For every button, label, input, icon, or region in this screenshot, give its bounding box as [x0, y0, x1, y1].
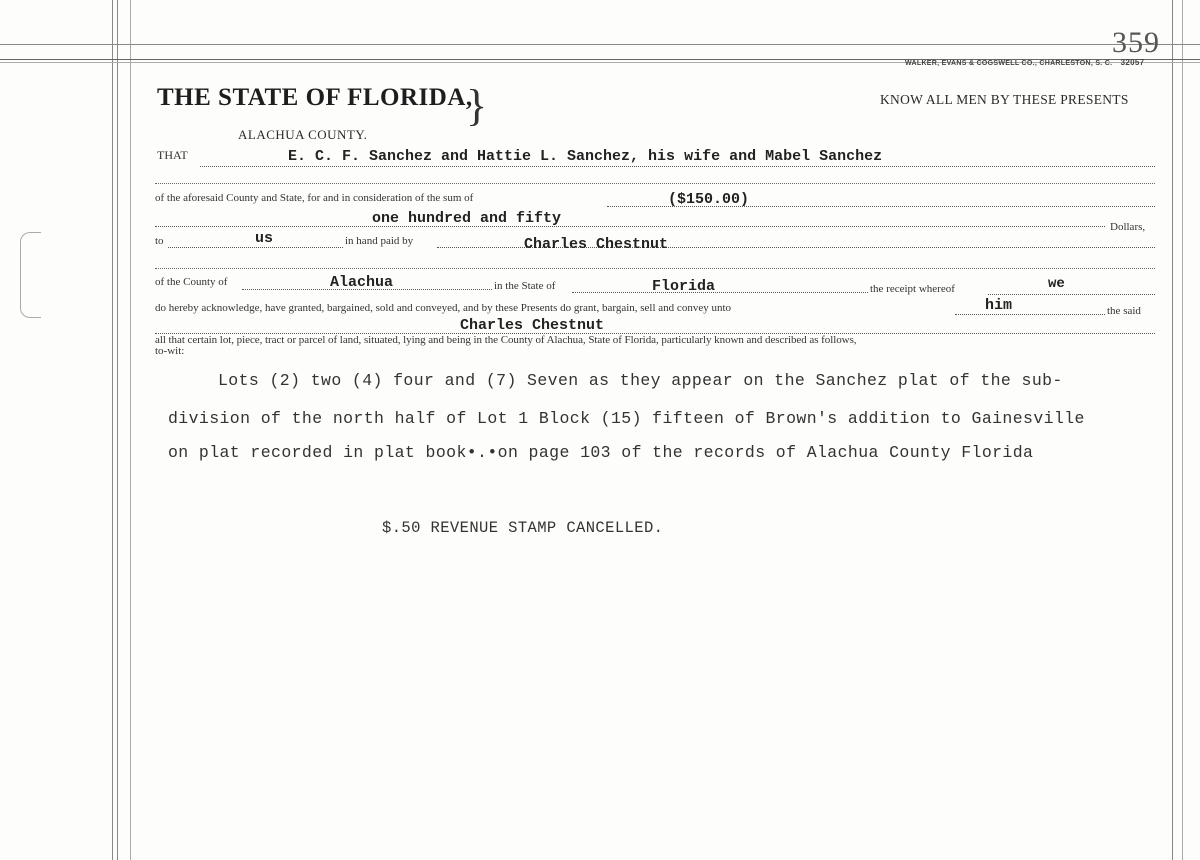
brace: } — [466, 81, 488, 130]
sum-figures-value: ($150.00) — [668, 191, 750, 208]
land-text-2: to-wit: — [155, 345, 185, 357]
right-margin-line-2 — [1182, 0, 1183, 860]
receipt-by-value: we — [1048, 276, 1065, 292]
grantors-line — [200, 166, 1155, 167]
description-line-1: Lots (2) two (4) four and (7) Seven as they appear on the Sanchez plat of the sub- — [218, 371, 1063, 390]
left-margin-line-1 — [112, 0, 113, 860]
county-heading: ALACHUA COUNTY. — [238, 127, 368, 142]
consideration-text: of the aforesaid County and State, for and in consideration of the sum of — [155, 192, 474, 204]
revenue-stamp-note: $.50 REVENUE STAMP CANCELLED. — [382, 519, 664, 537]
grantee-state-value: Florida — [652, 278, 716, 295]
description-line-3: on plat recorded in plat book•.•on page 103 of the records of Alachua County Florida — [168, 443, 1034, 462]
of-county-label: of the County of — [155, 276, 228, 288]
land-text-1: all that certain lot, piece, tract or parcel of land, situated, lying and being in the County of Alachua, State of Florida, particularly known and described as follows, — [155, 334, 857, 346]
printer-name: WALKER, EVANS & COGSWELL CO., CHARLESTON, S. C. — [905, 60, 1113, 67]
paid-to-line — [168, 247, 343, 248]
receipt-by-line — [988, 294, 1155, 295]
grantee-county-value: Alachua — [330, 274, 394, 291]
dollars-label: Dollars, — [1110, 221, 1146, 233]
top-rule-1 — [0, 44, 1200, 45]
page-number: 359 — [1112, 26, 1160, 59]
to-label: to — [155, 235, 164, 247]
state-title: THE STATE OF FLORIDA, — [157, 84, 473, 111]
grantee-state-line — [572, 292, 868, 293]
that-label: THAT — [157, 148, 188, 162]
left-margin-line-2 — [117, 0, 118, 860]
grantors-value: E. C. F. Sanchez and Hattie L. Sanchez, his wife and Mabel Sanchez — [288, 148, 883, 165]
left-margin-line-3 — [130, 0, 131, 860]
know-all-heading: KNOW ALL MEN BY THESE PRESENTS — [880, 92, 1129, 107]
grantee-value: Charles Chestnut — [524, 236, 669, 253]
convey-to-value: him — [985, 297, 1013, 314]
the-said-name-value: Charles Chestnut — [460, 317, 605, 334]
description-line-2: division of the north half of Lot 1 Block (15) fifteen of Brown's addition to Gainesville — [168, 409, 1085, 428]
in-state-label: in the State of — [494, 280, 556, 292]
paid-to-value: us — [255, 230, 274, 247]
receipt-label: the receipt whereof — [870, 283, 955, 295]
form-number: 32057 — [1120, 58, 1145, 67]
right-margin-line-1 — [1172, 0, 1173, 860]
in-hand-paid-by-label: in hand paid by — [345, 235, 414, 247]
sum-words-value: one hundred and fifty — [372, 210, 562, 227]
sum-words-line — [155, 226, 1105, 227]
the-said-label: the said — [1107, 305, 1141, 317]
convey-to-line — [955, 314, 1105, 315]
printer-imprint — [905, 58, 1144, 67]
blank-rule-1 — [155, 183, 1155, 184]
blank-rule-2 — [155, 268, 1155, 269]
convey-text: do hereby acknowledge, have granted, bargained, sold and conveyed, and by these Presents do grant, bargain, sell and convey unto — [155, 302, 732, 314]
binder-clip-mark — [20, 232, 41, 318]
